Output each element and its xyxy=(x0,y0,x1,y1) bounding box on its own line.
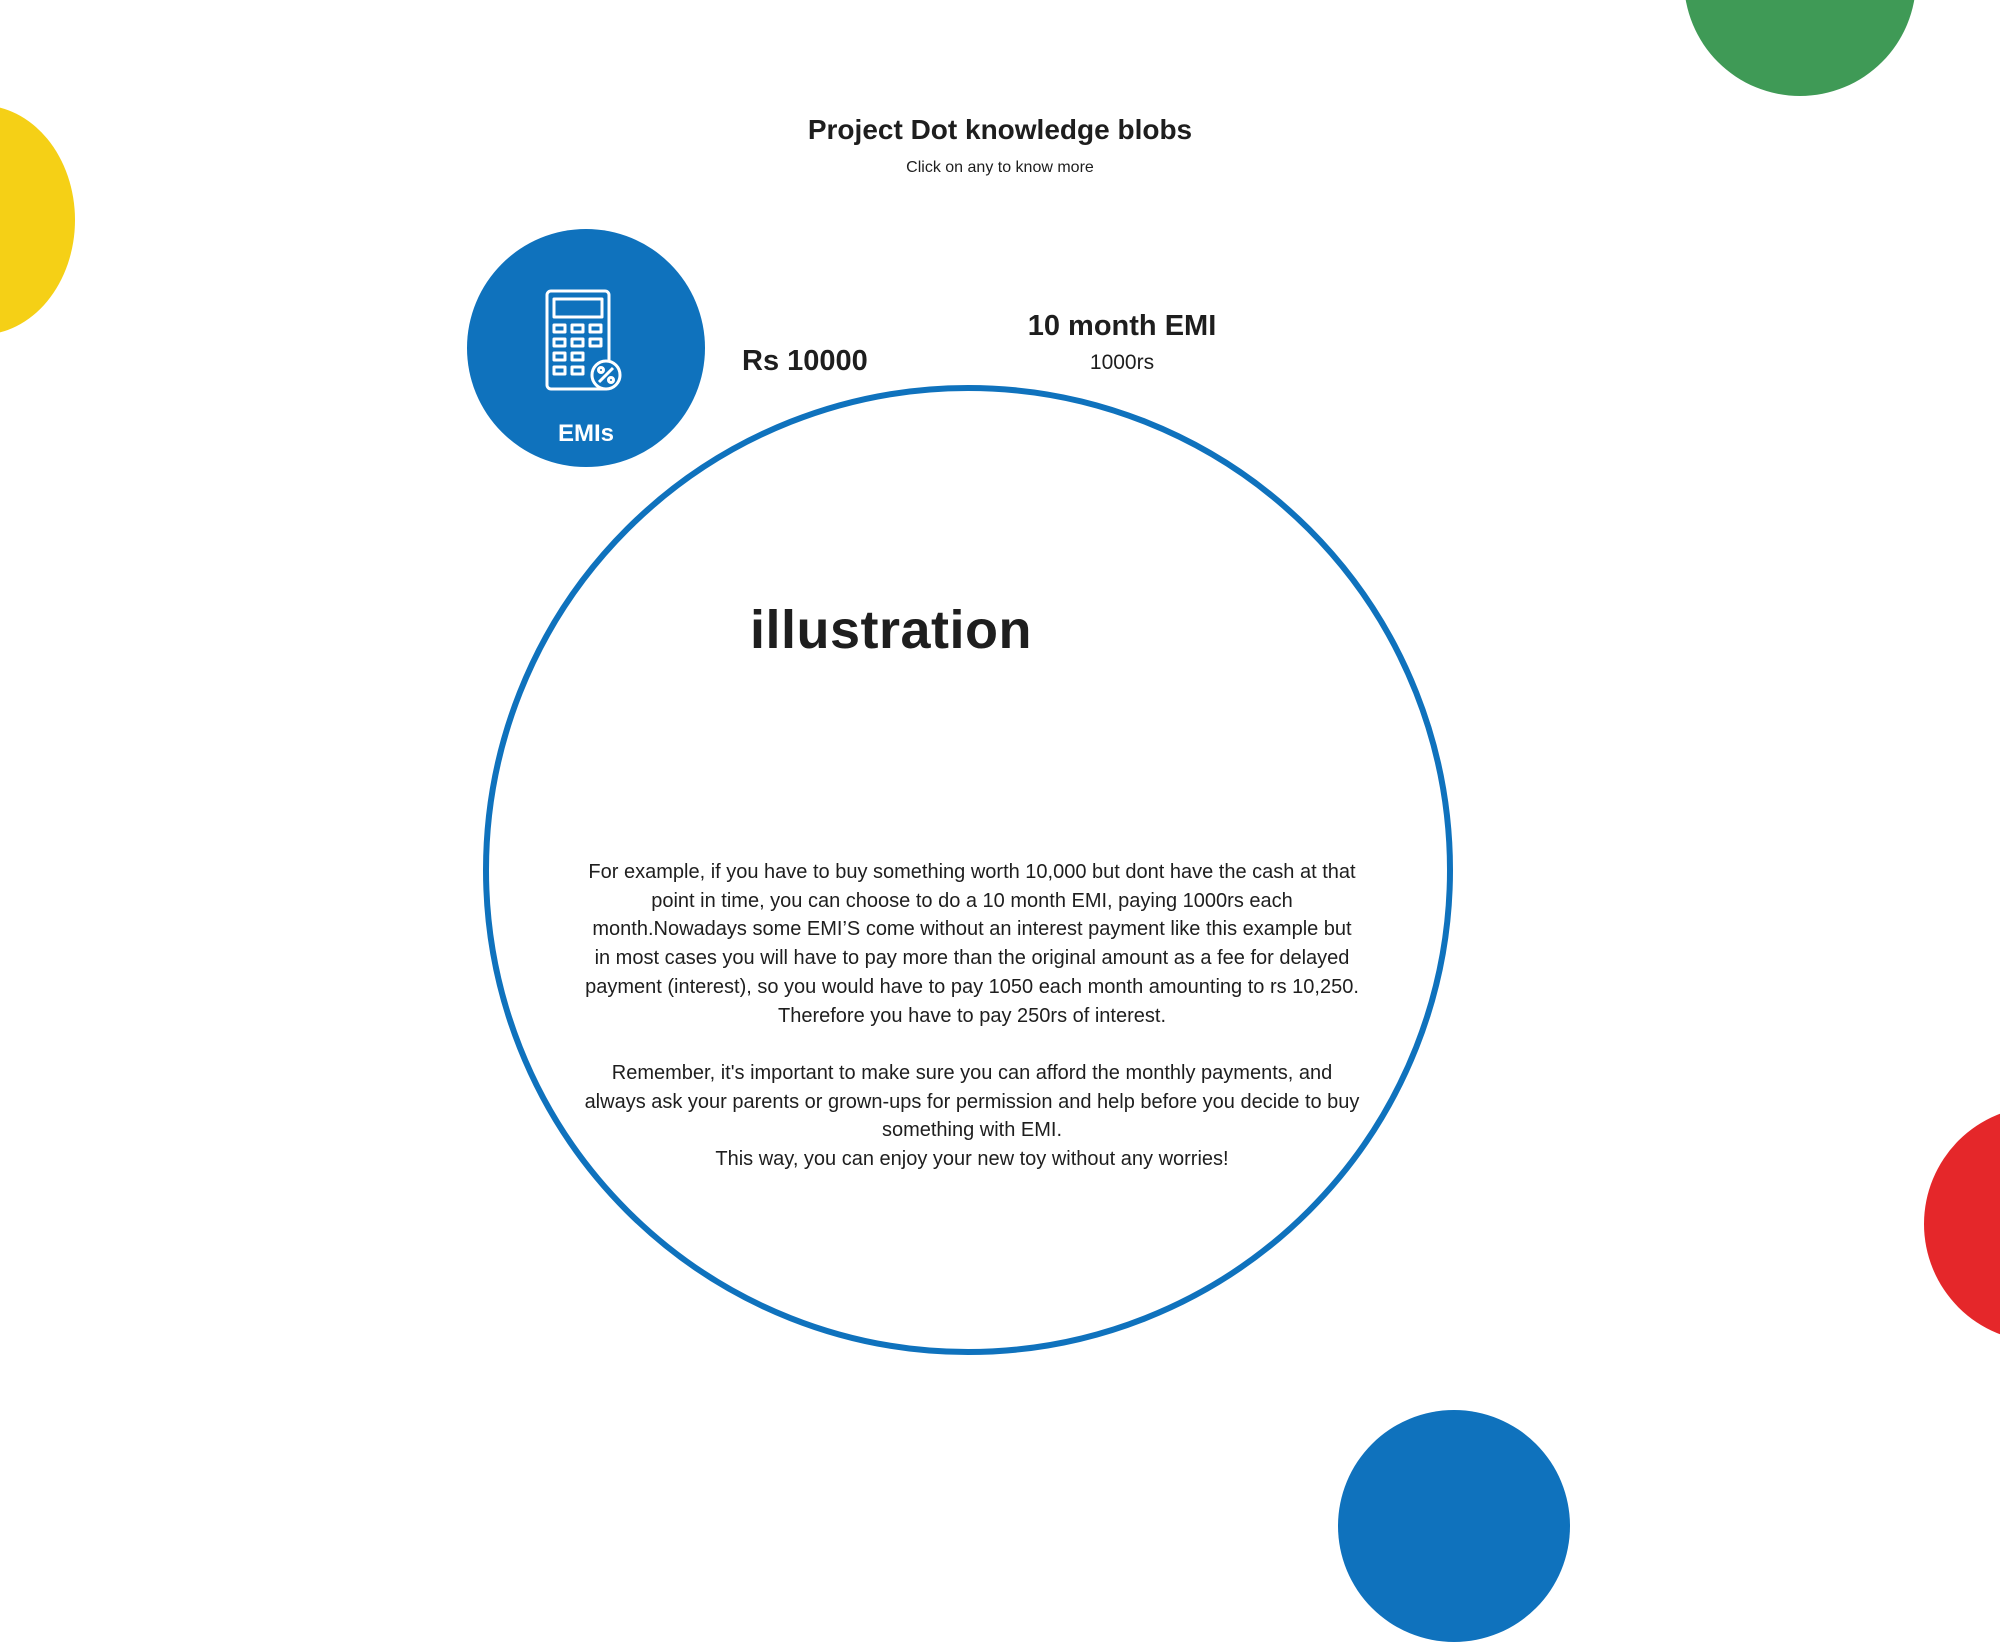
emi-blob-label: EMIs xyxy=(557,420,614,447)
page-subtitle: Click on any to know more xyxy=(906,159,1094,176)
explanation-paragraph-example: For example, if you have to buy something worth 10,000 but dont have the cash at that point in time, you can choose to do a 10 month EMI, paying 1000rs each month.Nowadays some EMI’S come without an interest payment like this example but in most cases you will have to pay more than the original amount as a fee for delayed payment (interest), so you would have to pay 1050 each month amounting to rs 10,250. Therefore you have to pay 250rs of interest. xyxy=(585,861,1359,1027)
decorative-green-blob xyxy=(1684,0,1916,96)
illustration-heading: illustration xyxy=(750,600,1033,660)
explanation-text xyxy=(582,858,1362,1174)
calculator-percent-icon xyxy=(545,289,625,391)
page-title: Project Dot knowledge blobs xyxy=(807,114,1193,145)
decorative-blue-blob xyxy=(1338,1410,1570,1642)
explanation-closing-line: This way, you can enjoy your new toy without any worries! xyxy=(715,1148,1229,1171)
decorative-red-blob xyxy=(1924,1106,2000,1342)
price-label: Rs 10000 xyxy=(742,345,868,377)
emi-knowledge-blob[interactable] xyxy=(467,229,705,467)
explanation-paragraph-advice: Remember, it's important to make sure you can afford the monthly payments, and always ask your parents or grown-ups for permission and help before you decide to buy something with EMI. xyxy=(584,1061,1360,1142)
emi-plan-amount: 1000rs xyxy=(1089,351,1155,374)
emi-plan-title: 10 month EMI xyxy=(1027,310,1217,342)
